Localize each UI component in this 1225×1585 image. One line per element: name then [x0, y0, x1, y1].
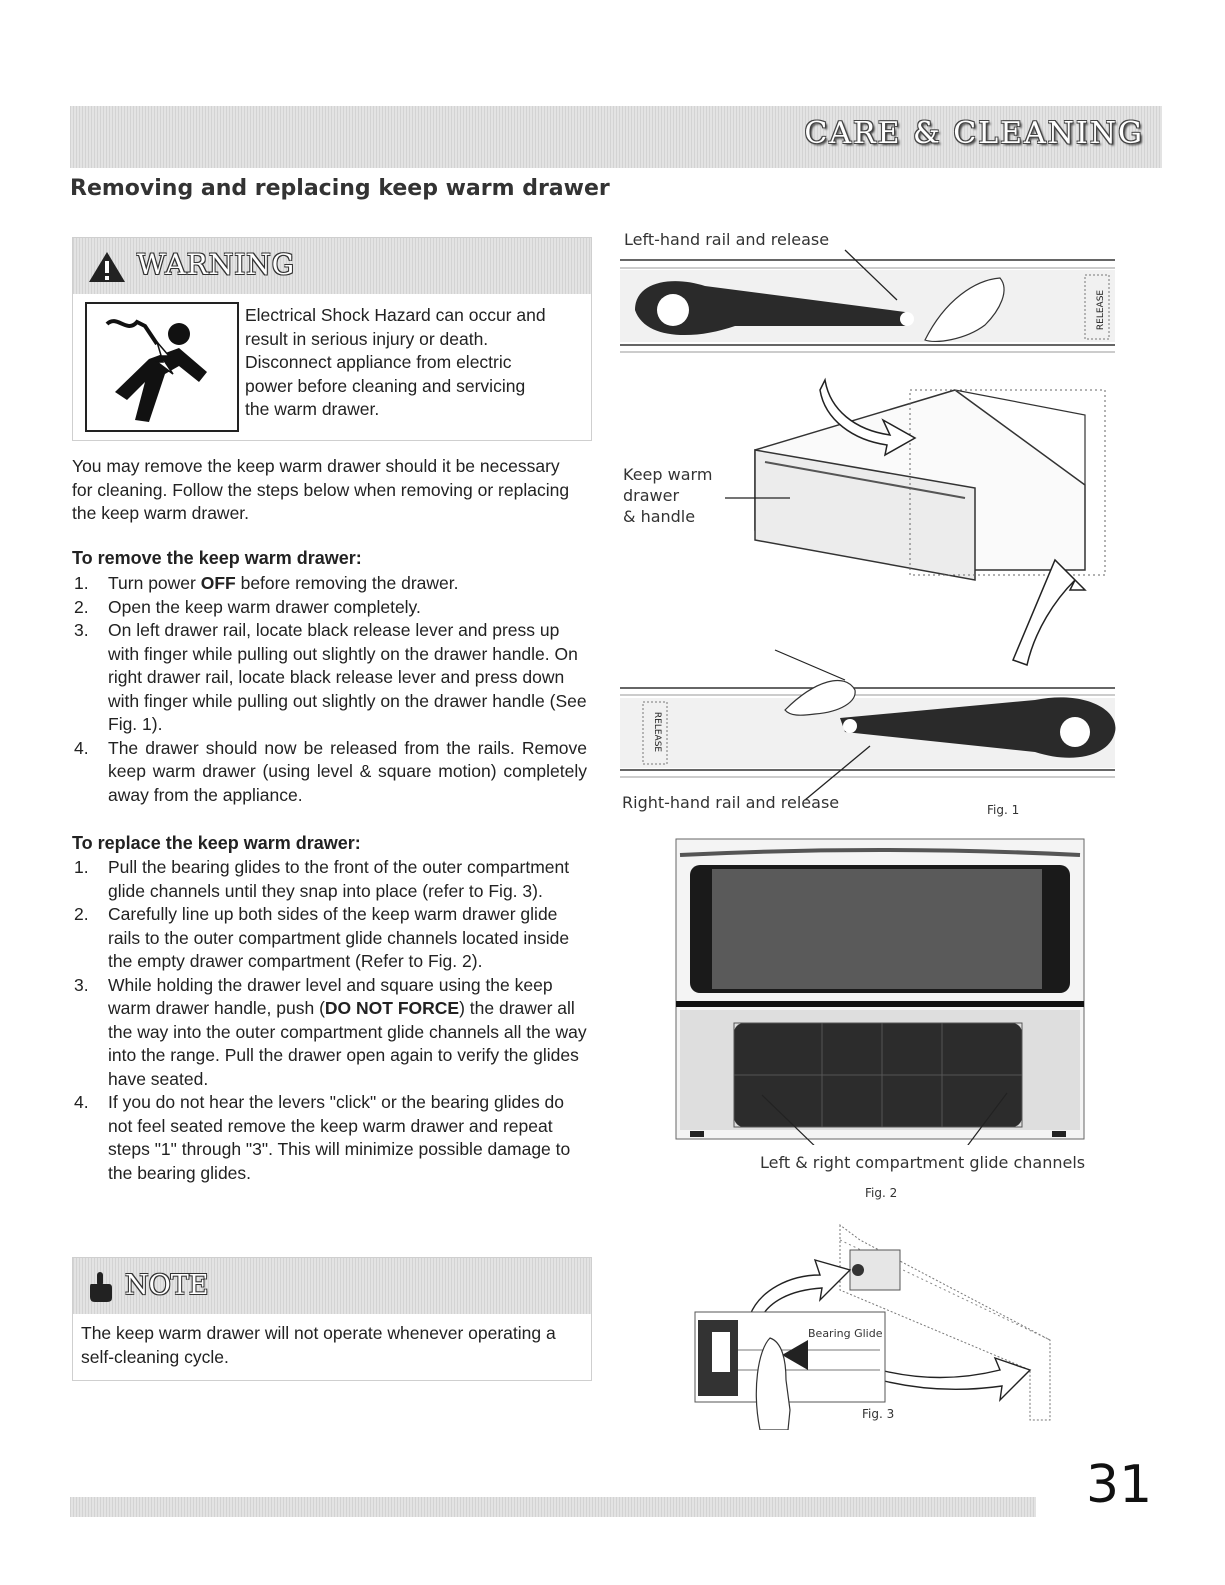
release-text-bottom: RELEASE [652, 711, 662, 753]
note-text: The keep warm drawer will not operate whenever operating a self-cleaning cycle. [81, 1323, 556, 1367]
electric-shock-icon [85, 302, 239, 432]
list-item [72, 903, 587, 974]
fig3-illustration [690, 1220, 1070, 1430]
fig2-number: Fig. 2 [865, 1186, 898, 1200]
section-title: Removing and replacing keep warm drawer [70, 176, 610, 201]
intro-paragraph: You may remove the keep warm drawer should it be necessary for cleaning. Follow the steps below when removing or replacing the keep warm drawer. [72, 456, 570, 523]
note-box [72, 1257, 592, 1381]
warning-line: power before cleaning and servicing [245, 375, 526, 396]
fig3-label: Bearing Glide [808, 1327, 883, 1340]
list-item [72, 619, 587, 737]
header-title: CARE & CLEANING [804, 116, 1144, 151]
fig1-mid-label [623, 464, 712, 527]
fig3-number: Fig. 3 [862, 1407, 895, 1421]
fig1-bottom-label: Right-hand rail and release [622, 793, 840, 812]
step-number: 4. [74, 737, 89, 758]
list-item [72, 974, 587, 1092]
step-emphasis: OFF [200, 573, 236, 593]
right-rail-drawing [620, 650, 1115, 800]
fig2-illustration [672, 835, 1092, 1145]
warning-line: the warm drawer. [245, 399, 380, 419]
fig1-top-label: Left-hand rail and release [624, 230, 830, 249]
warning-text [245, 304, 581, 422]
step-number: 2. [74, 596, 89, 617]
note-label: NOTE [125, 1270, 209, 1301]
step-text: ) the drawer all the way into the outer compartment glide channels all the way into the range. Pull the drawer open again to verify the glides have seated. [108, 998, 587, 1089]
release-text-top: RELEASE [1096, 289, 1106, 331]
step-text: Pull the bearing glides to the front of the outer compartment glide channels until they snap into place (refer to Fig. 3). [108, 857, 570, 901]
drawer-drawing [725, 380, 1105, 665]
list-item [72, 596, 587, 620]
step-number: 1. [74, 857, 89, 877]
list-item [72, 1091, 587, 1185]
warning-label: WARNING [137, 248, 296, 281]
step-number: 2. [74, 904, 89, 924]
left-rail-drawing [620, 250, 1115, 352]
replace-heading: To replace the keep warm drawer: [72, 833, 361, 853]
step-text: If you do not hear the levers "click" or the bearing glides do not feel seated remove the keep warm drawer and repeat steps "1" through "3". This will minimize possible damage to the bearing glides. [108, 1092, 571, 1183]
fig2-label: Left & right compartment glide channels [760, 1153, 1086, 1172]
step-number: 4. [74, 1092, 89, 1112]
fig1-number: Fig. 1 [987, 803, 1020, 817]
footer-band [70, 1497, 1036, 1517]
step-text: before removing the drawer. [235, 573, 459, 593]
pointing-hand-icon [85, 1270, 115, 1304]
warning-line: Electrical Shock Hazard can occur and [245, 305, 546, 325]
list-item [72, 737, 587, 808]
step-text: On left drawer rail, locate black release lever and press up with finger while pulling out slightly on the drawer handle. On right drawer rail, locate black release lever and press down with finger while pulling out slightly on the drawer handle (See Fig. 1). [108, 620, 587, 734]
step-number: 3. [74, 620, 89, 640]
fig1-mid-label-line: Keep warm [623, 465, 713, 484]
step-number: 1. [74, 573, 89, 593]
step-number: 3. [74, 974, 89, 995]
fig1-mid-label-line: drawer [623, 486, 680, 505]
remove-steps-list [72, 572, 587, 807]
page-number: 31 [1086, 1455, 1153, 1515]
warning-box [72, 237, 592, 441]
step-text: While holding the drawer level and square using the keep warm drawer handle, push ( [108, 974, 553, 1018]
step-text: Open the keep warm drawer completely. [108, 596, 421, 617]
list-item [72, 856, 587, 903]
step-emphasis: DO NOT FORCE [324, 998, 460, 1018]
warning-triangle-icon [87, 250, 127, 284]
fig1-mid-label-line: & handle [623, 507, 696, 526]
replace-steps-list [72, 856, 587, 1185]
step-text: Turn power [108, 573, 201, 593]
remove-heading: To remove the keep warm drawer: [72, 548, 362, 568]
step-text: The drawer should now be released from the rails. Remove keep warm drawer (using level & square motion) completely away from the appliance. [108, 737, 587, 805]
header-band [70, 106, 1162, 168]
list-item [72, 572, 587, 596]
warning-line: Disconnect appliance from electric [245, 352, 512, 372]
step-text: Carefully line up both sides of the keep warm drawer glide rails to the outer compartment glide channels located inside the empty drawer compartment (Refer to Fig. 2). [108, 904, 570, 971]
warning-line: result in serious injury or death. [245, 328, 489, 349]
